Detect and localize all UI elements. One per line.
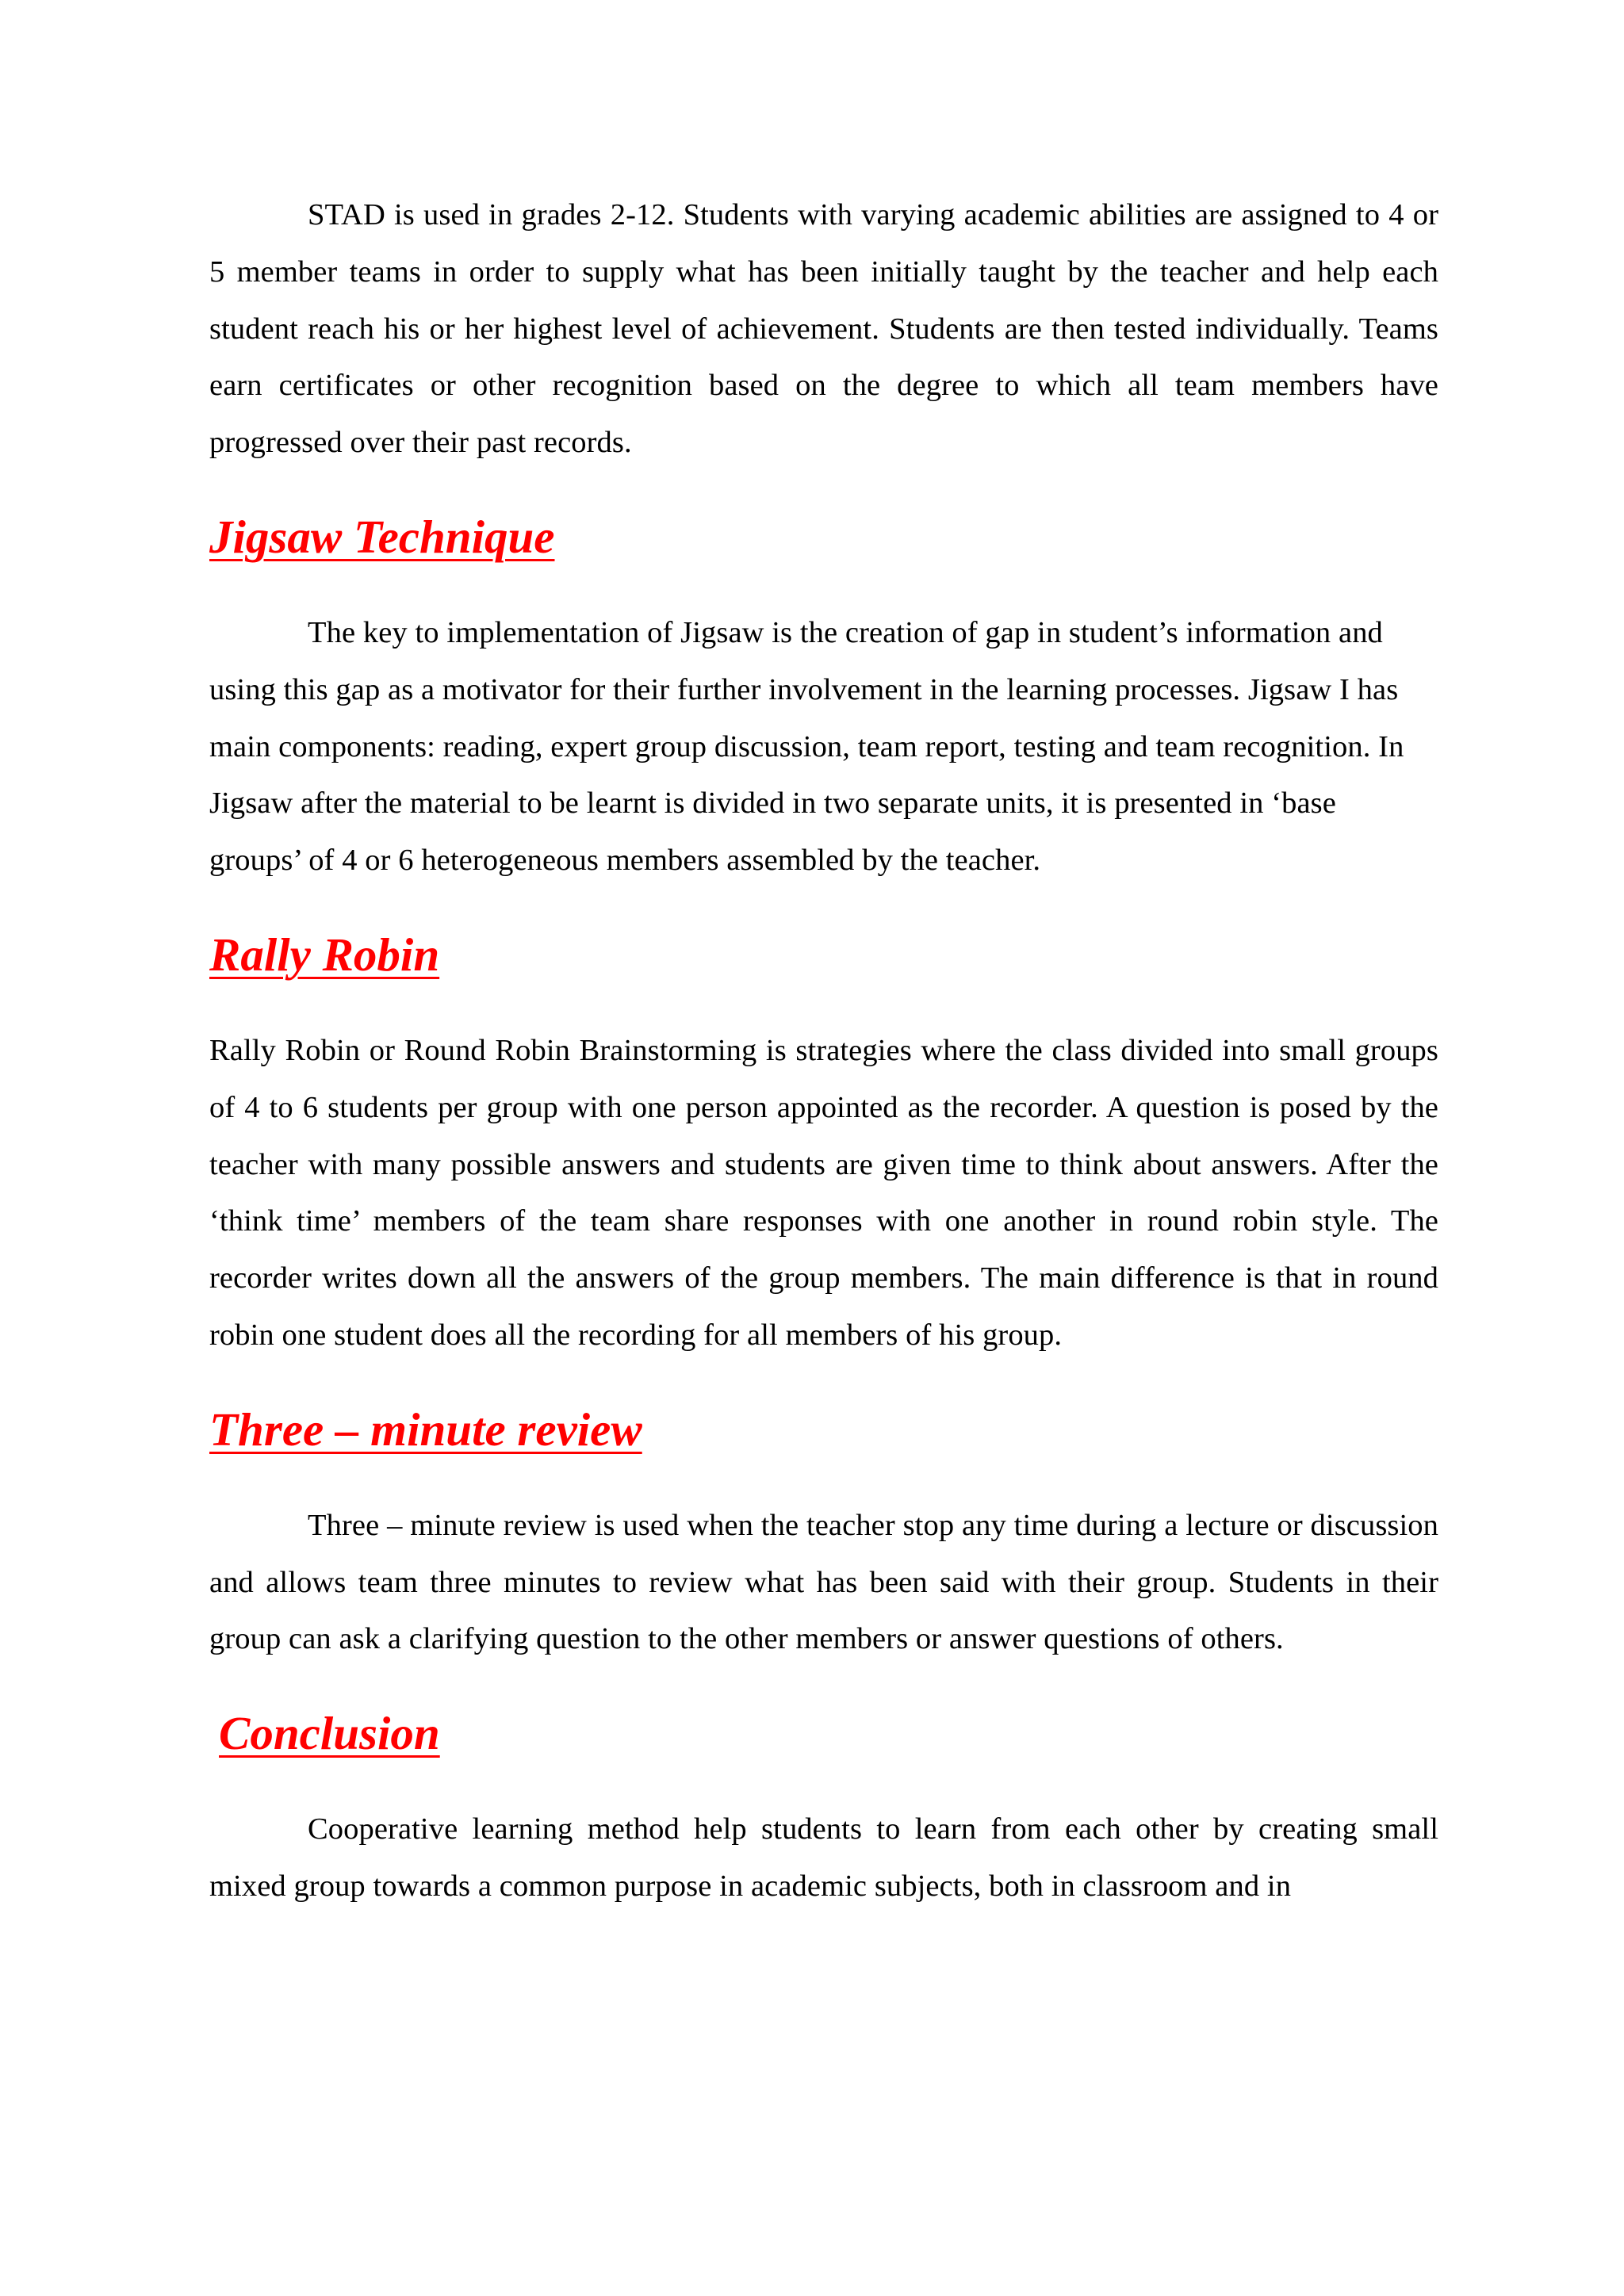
jigsaw-paragraph: The key to implementation of Jigsaw is the creation of gap in student’s information and using this gap as a motivator for their further involvement in the learning processes. Jigsaw I has main components: reading, expert group discussion, team report, testing and team recognition. In Jigsaw after the material to be learnt is divided in two separate units, it is presented in ‘base groups’ of 4 or 6 heterogeneous members assembled by the teacher. (209, 615, 1404, 878)
document-page (209, 187, 1438, 1915)
jigsaw-technique-heading: Jigsaw Technique (209, 510, 555, 563)
three-minute-review-heading: Three – minute review (209, 1402, 642, 1456)
three-minute-review-paragraph: Three – minute review is used when the teacher stop any time during a lecture or discussion and allows team three minutes to review what has been said with their group. Students in their group can ask a clarifying question to the other members or answer questions of others. (209, 1508, 1438, 1656)
stad-paragraph: STAD is used in grades 2-12. Students with varying academic abilities are assigned to 4 or 5 member teams in order to supply what has been initially taught by the teacher and help each student reach his or her highest level of achievement. Students are then tested individually. Teams earn certificates or other recognition based on the degree to which all team members have progressed over their past records. (209, 198, 1438, 460)
conclusion-heading: Conclusion (219, 1707, 440, 1760)
rally-robin-heading: Rally Robin (209, 928, 440, 981)
conclusion-paragraph: Cooperative learning method help students to learn from each other by creating small mixed group towards a common purpose in academic subjects, both in classroom and in (209, 1812, 1438, 1903)
rally-robin-paragraph: Rally Robin or Round Robin Brainstorming is strategies where the class divided into small groups of 4 to 6 students per group with one person appointed as the recorder. A question is posed by the teacher with many possible answers and students are given time to think about answers. After the ‘think time’ members of the team share responses with one another in round robin style. The recorder writes down all the answers of the group members. The main difference is that in round robin one student does all the recording for all members of his group. (209, 1033, 1438, 1352)
